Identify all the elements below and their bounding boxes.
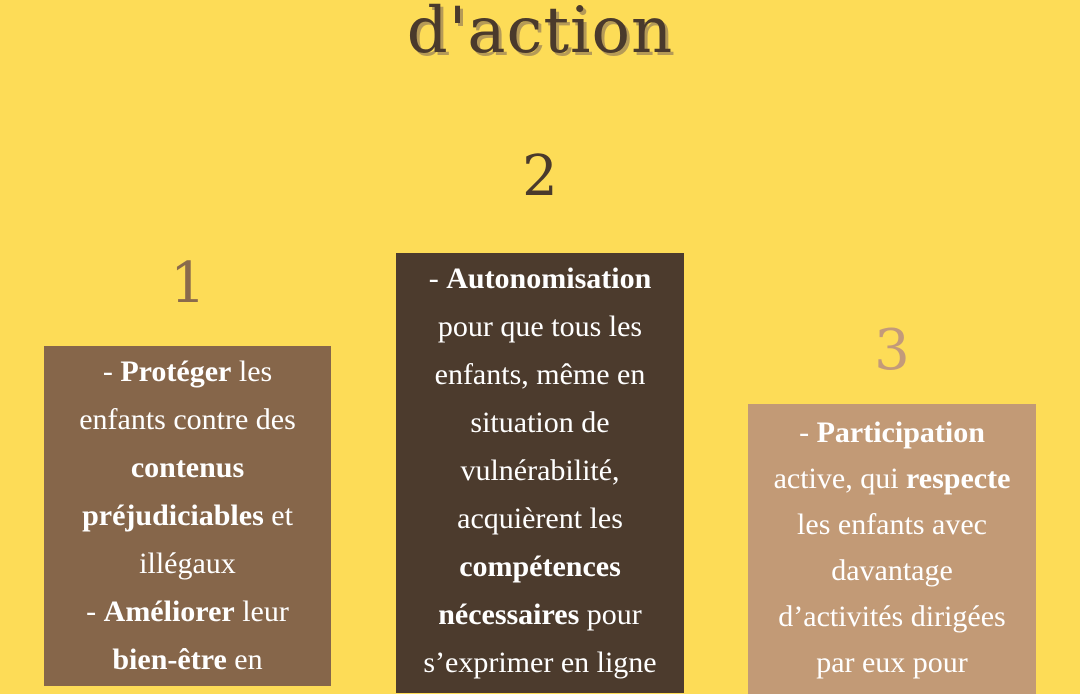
pillar-1-line [48, 396, 327, 444]
body-text: enfants, même en [434, 358, 646, 391]
pillar-3-line [748, 548, 1036, 594]
pillar-3-number: 3 [874, 318, 910, 383]
pillar-2-line [396, 303, 684, 351]
pillar-1-line [48, 636, 327, 684]
bold-text: respecte [906, 462, 1011, 495]
pillar-1-number: 1 [170, 251, 206, 316]
body-text: vulnérabilité, [460, 454, 620, 487]
pillar-3-line [748, 410, 1036, 456]
pillar-3-line [748, 594, 1036, 640]
body-text: davantage [831, 554, 953, 587]
bold-text: préjudiciables [82, 499, 264, 532]
title-line-2: d'action [406, 0, 674, 68]
pillar-2-line [396, 255, 684, 303]
body-text: illégaux [139, 547, 236, 580]
pillar-2-line [396, 399, 684, 447]
pillar-2-line [396, 447, 684, 495]
body-text: pour que tous les [437, 310, 643, 343]
pillar-1-line [48, 444, 327, 492]
body-text: d’activités dirigées [778, 600, 1006, 633]
pillar-1-line [48, 540, 327, 588]
pillar-3-line [748, 640, 1036, 686]
body-text: active, qui [773, 462, 907, 495]
pillar-2-line [396, 639, 684, 687]
pillar-3-block [748, 404, 1036, 694]
body-text: acquièrent les [457, 502, 623, 535]
body-text: par eux pour [816, 646, 968, 679]
page-title [0, 0, 1080, 73]
body-text: et [263, 499, 293, 532]
bold-text: contenus [130, 451, 245, 484]
bold-text: Améliorer [103, 595, 235, 628]
pillar-1-block [44, 346, 331, 686]
pillar-3-text [748, 404, 1036, 686]
body-text: s’exprimer en ligne [423, 646, 657, 679]
pillar-2-line [396, 591, 684, 639]
body-text: en [226, 643, 263, 676]
body-text: pour [579, 598, 642, 631]
bold-text: Participation [816, 416, 985, 449]
body-text: - [799, 416, 817, 449]
pillar-2-line [396, 351, 684, 399]
bold-text: Autonomisation [446, 262, 652, 295]
body-text: situation de [470, 406, 610, 439]
bold-text: compétences [459, 550, 621, 583]
pillar-1-line [48, 348, 327, 396]
body-text: leur [234, 595, 289, 628]
body-text: enfants contre des [79, 403, 296, 436]
body-text: les [231, 355, 273, 388]
pillar-1-line [48, 588, 327, 636]
pillar-2-number: 2 [522, 144, 558, 209]
pillar-2-line [396, 543, 684, 591]
pillar-2-line [396, 495, 684, 543]
pillar-1-line [48, 492, 327, 540]
pillar-3-line [748, 456, 1036, 502]
body-text: - [428, 262, 447, 295]
bold-text: Protéger [120, 355, 232, 388]
pillar-3-line [748, 502, 1036, 548]
bold-text: bien-être [112, 643, 227, 676]
body-text: - [86, 595, 104, 628]
bold-text: nécessaires [438, 598, 580, 631]
body-text: les enfants avec [797, 508, 987, 541]
pillar-2-block [396, 253, 684, 693]
pillar-1-text [48, 346, 327, 684]
body-text: - [102, 355, 121, 388]
pillar-2-text [396, 253, 684, 687]
